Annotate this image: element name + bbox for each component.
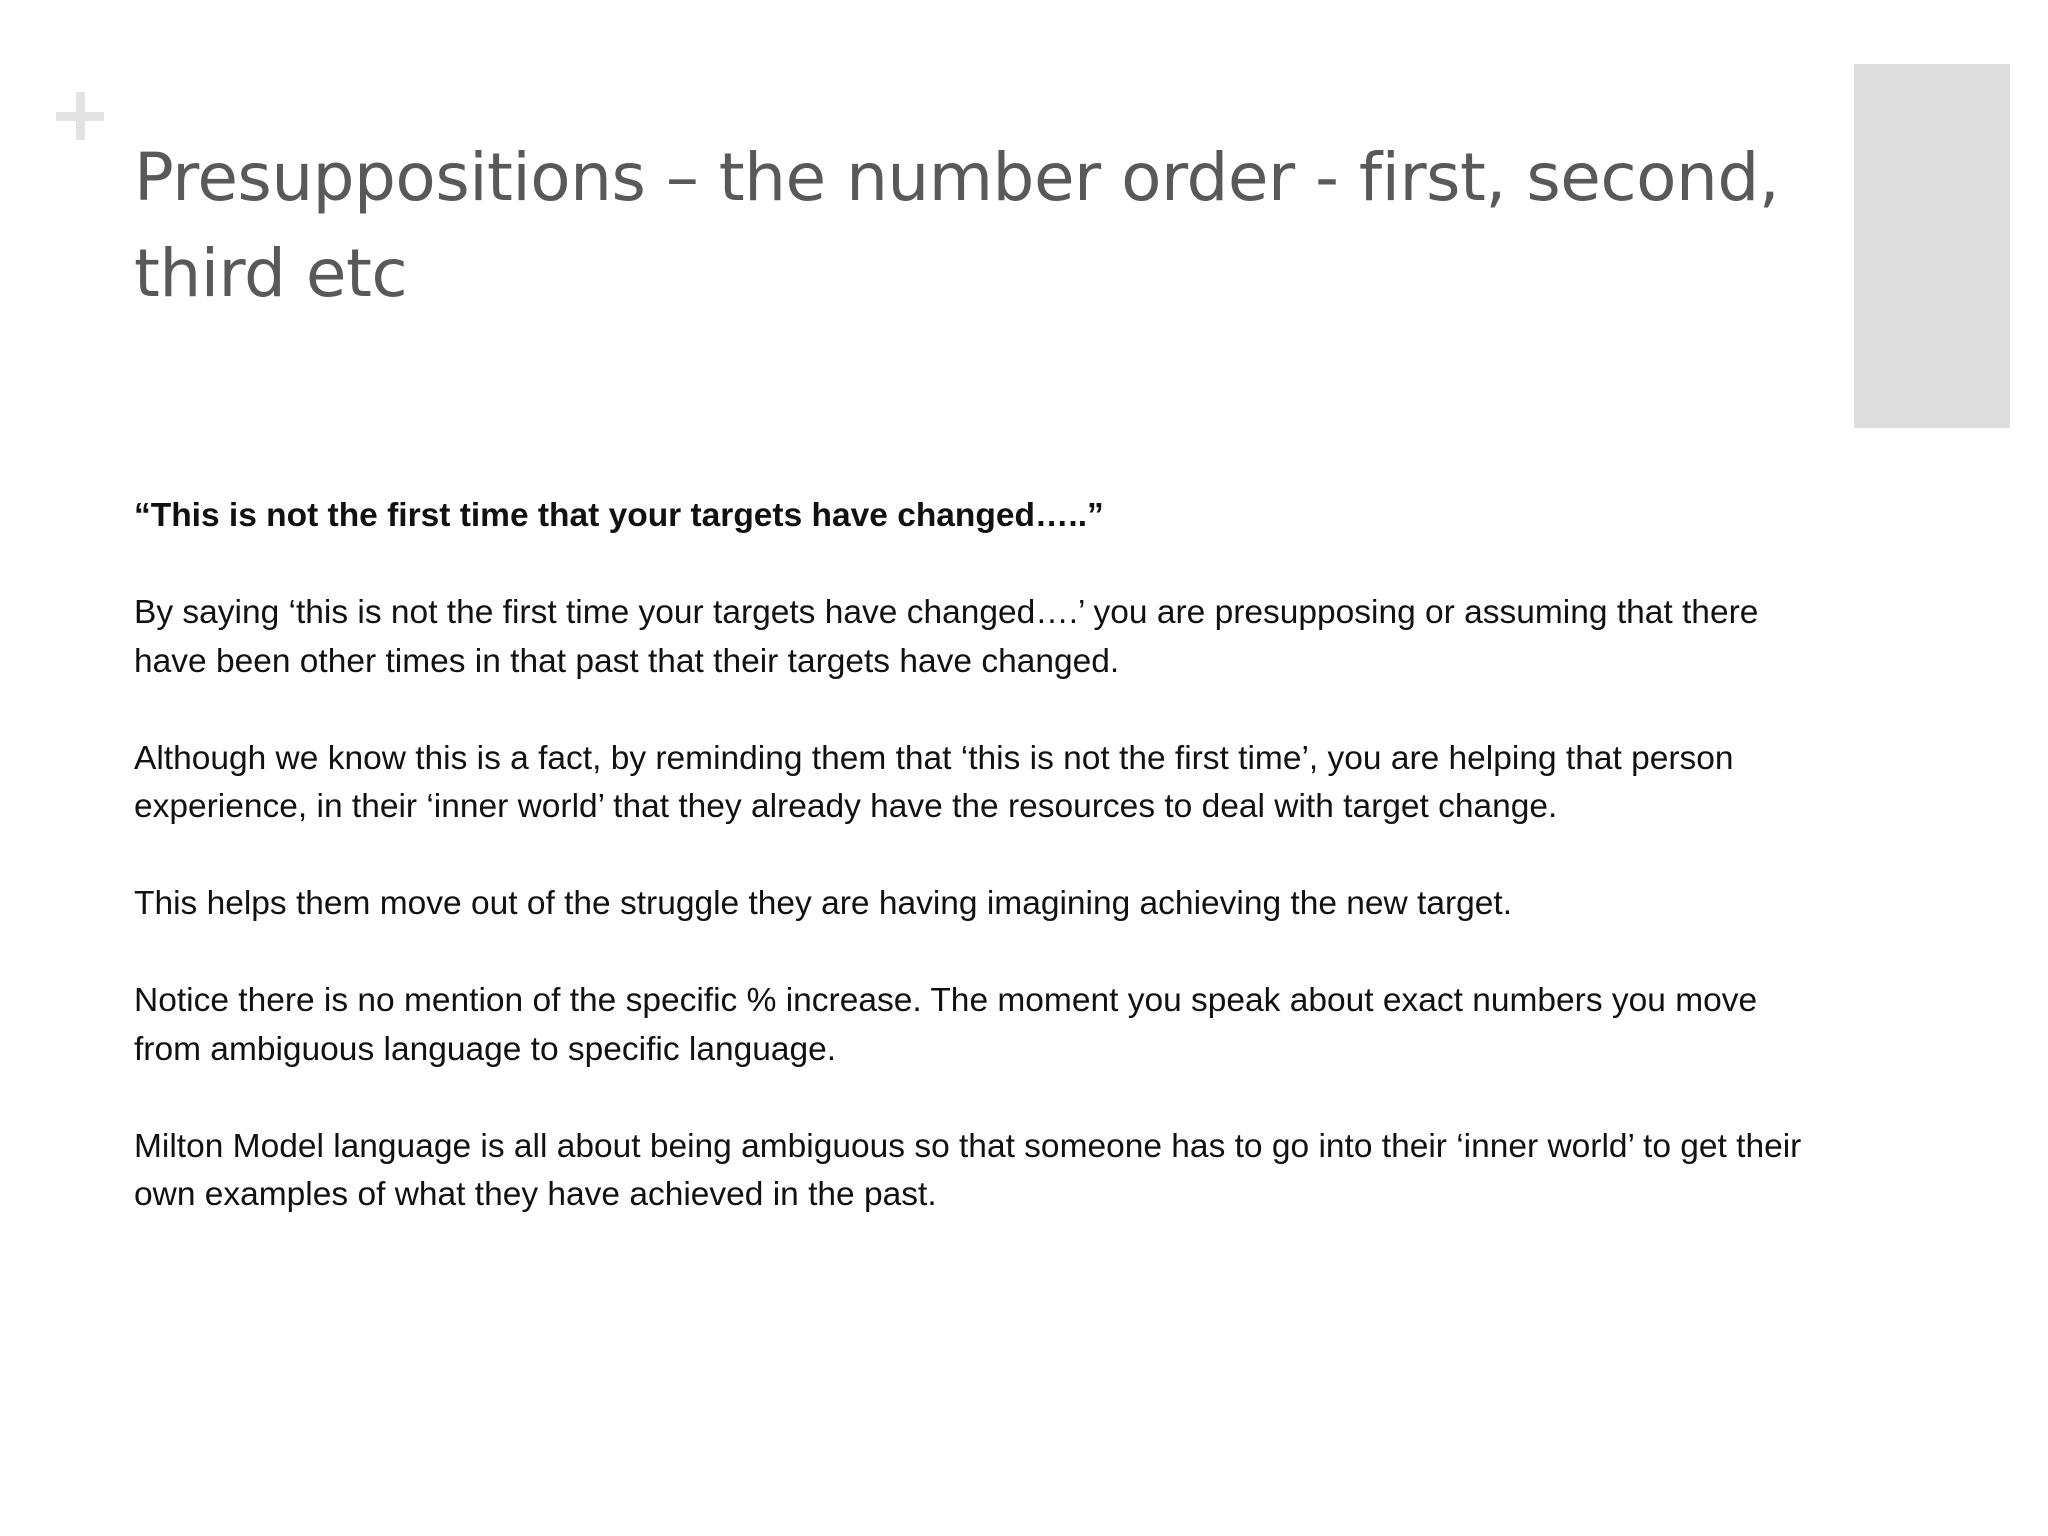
plus-icon-vertical — [76, 92, 85, 140]
decorative-corner-block — [1854, 64, 2010, 428]
body-paragraph: By saying ‘this is not the first time your targets have changed….’ you are presupposing or assuming that there have been other times in that past that their targets have changed. — [134, 594, 1759, 680]
slide-title: Presuppositions – the number order - first, second, third etc — [134, 139, 1780, 312]
body-paragraph: Although we know this is a fact, by reminding them that ‘this is not the first time’, you are helping that person experience, in their ‘inner world’ that they already have the resources to deal with target change. — [134, 739, 1734, 825]
body-paragraph: Milton Model language is all about being ambiguous so that someone has to go into their ‘inner world’ to get their own examples of what they have achieved in the past. — [134, 1127, 1802, 1213]
body-paragraph: Notice there is no mention of the specific % increase. The moment you speak about exact numbers you move from ambiguous language to specific language. — [134, 982, 1758, 1068]
quote-paragraph: “This is not the first time that your targets have changed…..” — [134, 497, 1104, 534]
plus-icon — [52, 88, 108, 144]
body-paragraph: This helps them move out of the struggle they are having imagining achieving the new target. — [134, 885, 1513, 922]
slide-body — [134, 492, 1814, 1268]
